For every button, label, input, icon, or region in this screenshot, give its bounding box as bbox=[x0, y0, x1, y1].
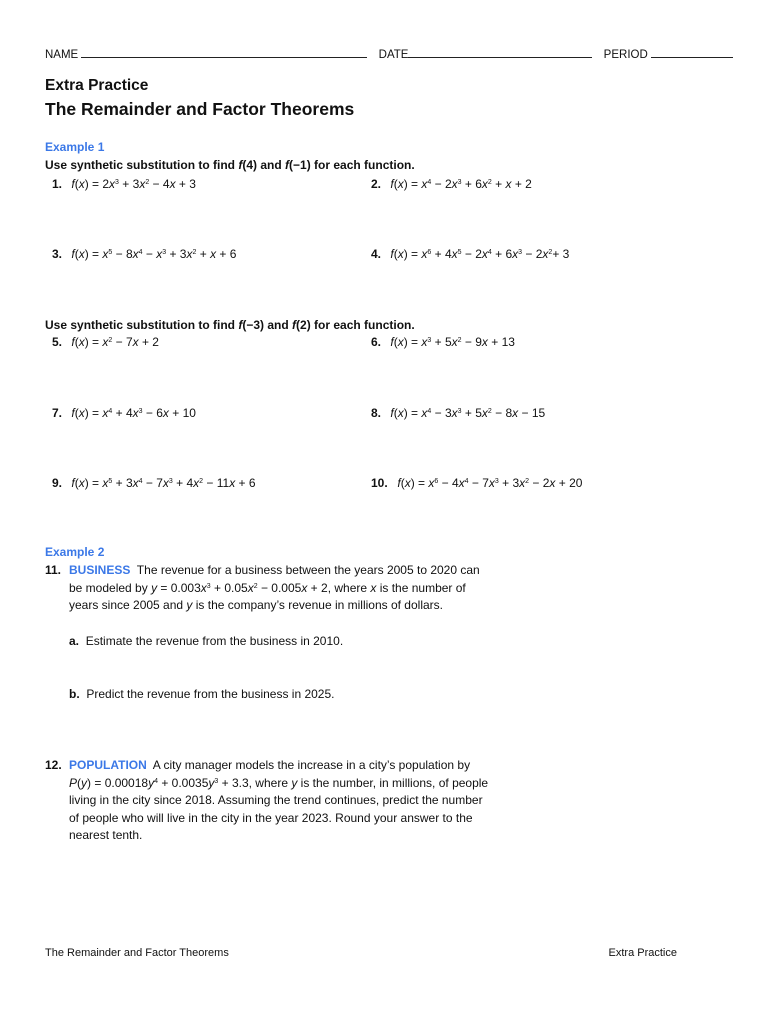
problem-12: 12. POPULATION A city manager models the increase in a city’s population by $P(y) = 0.00018y^4 + 0.0035y^3 + 3.3$, where y is the number, in millions, of people living in the city since 2018. Assuming the trend continues, predict the number of people who will live in the city in the year 2023. Round your answer to the nearest tenth. bbox=[45, 758, 489, 842]
name-label: NAME bbox=[45, 49, 79, 61]
problem-3: 3. $f(x) = x^5 - 8x^4 - x^3 + 3x^2 + x + 6$ bbox=[52, 247, 237, 261]
worksheet-title: The Remainder and Factor Theorems bbox=[45, 99, 355, 119]
problem-11: 11. BUSINESS The revenue for a business between the years 2005 to 2020 can be modeled by $y = 0.003x^3 + 0.05x^2 - 0.005x + 2$, where x is the number of years since 2005 and y is the company’s revenue in millions of dollars. bbox=[45, 563, 480, 612]
problem-5: 5. $f(x) = x^2 - 7x + 2$ bbox=[52, 335, 159, 349]
problem-9: 9. $f(x) = x^5 + 3x^4 - 7x^3 + 4x^2 - 11x + 6$ bbox=[52, 476, 256, 490]
problem-4: 4. $f(x) = x^6 + 4x^5 - 2x^4 + 6x^3 - 2x^2+ 3$ bbox=[371, 247, 570, 261]
period-label: PERIOD bbox=[603, 49, 648, 61]
footer-left: The Remainder and Factor Theorems bbox=[45, 947, 229, 959]
footer-right: Extra Practice bbox=[608, 947, 677, 959]
problem-11a: a. Estimate the revenue from the business in 2010. bbox=[69, 634, 344, 648]
date-label: DATE bbox=[378, 49, 409, 61]
example-2-label: Example 2 bbox=[45, 545, 105, 559]
problem-6: 6. $f(x) = x^3 + 5x^2 - 9x + 13$ bbox=[371, 335, 515, 349]
business-keyword: BUSINESS bbox=[69, 563, 131, 577]
problem-10: 10. $f(x) = x^6 - 4x^4 - 7x^3 + 3x^2 - 2x + 20$ bbox=[371, 476, 583, 490]
instruction-a: Use synthetic substitution to find f(4) and f(−1) for each function. bbox=[45, 158, 415, 172]
problem-7: 7. $f(x) = x^4 + 4x^3 - 6x + 10$ bbox=[52, 406, 196, 420]
problem-2: 2. $f(x) = x^4 - 2x^3 + 6x^2 + x + 2$ bbox=[371, 177, 532, 191]
population-keyword: POPULATION bbox=[69, 758, 147, 772]
period-field[interactable] bbox=[651, 46, 733, 58]
date-field[interactable] bbox=[408, 46, 592, 58]
problem-12-number: 12. bbox=[45, 758, 62, 772]
instruction-b: Use synthetic substitution to find f(−3) and f(2) for each function. bbox=[45, 318, 415, 332]
name-field[interactable] bbox=[81, 46, 367, 58]
problem-11b: b. Predict the revenue from the business in 2025. bbox=[69, 687, 335, 701]
problem-8: 8. $f(x) = x^4 - 3x^3 + 5x^2 - 8x - 15$ bbox=[371, 406, 546, 420]
problem-11-number: 11. bbox=[45, 563, 62, 577]
example-1-label: Example 1 bbox=[45, 140, 105, 154]
worksheet-subtitle: Extra Practice bbox=[45, 77, 149, 94]
problem-1: 1. $f(x) = 2x^3 + 3x^2 - 4x + 3$ bbox=[52, 177, 196, 191]
student-info-header bbox=[45, 46, 733, 61]
